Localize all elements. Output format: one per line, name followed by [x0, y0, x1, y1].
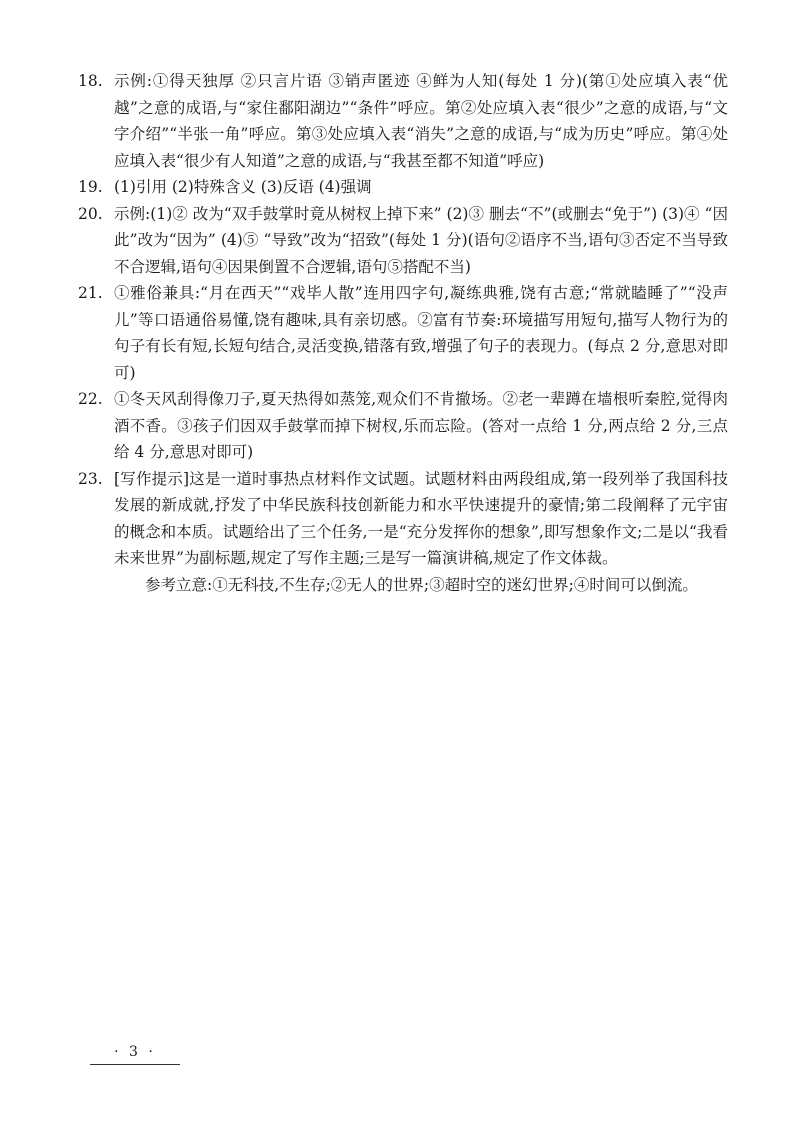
answer-item-20 [78, 201, 728, 281]
answer-item-23 [78, 466, 728, 599]
item-number: 20. [78, 204, 103, 223]
reference-ideas: 参考立意:①无科技,不生存;②无人的世界;③超时空的迷幻世界;④时间可以倒流。 [145, 575, 698, 594]
answer-item-19 [78, 174, 728, 201]
item-text: 示例:(1)② 改为“双手鼓掌时竟从树杈上掉下来” (2)③ 删去“不”(或删去“免于”) (3)④ “因此”改为“因为” (4)⑤ “导致”改为“招致”(每处 1 分)(语句②语序不当,语句③否定不当导致不合逻辑,语句④因果倒置不合逻辑,语句⑤搭配不当) [114, 204, 728, 276]
item-number: 23. [78, 469, 103, 488]
item-text: [写作提示]这是一道时事热点材料作文试题。试题材料由两段组成,第一段列举了我国科技发展的新成就,抒发了中华民族科技创新能力和水平快速提升的豪情;第二段阐释了元宇宙的概念和本质。试题给出了三个任务,一是“充分发挥你的想象”,即写想象作文;二是以“我看未来世界”为副标题,规定了写作主题;三是写一篇演讲稿,规定了作文体裁。 [114, 469, 728, 567]
item-number: 18. [78, 72, 103, 90]
answer-list [78, 68, 728, 598]
item-text: (1)引用 (2)特殊含义 (3)反语 (4)强调 [114, 178, 372, 196]
item-text: ①冬天风刮得像刀子,夏天热得如蒸笼,观众们不肯撤场。②老一辈蹲在墙根听秦腔,觉得肉酒不香。③孩子们因双手鼓掌而掉下树杈,乐而忘险。(答对一点给 1 分,两点给 2 分,三点给 4 分,意思对即可) [114, 390, 728, 461]
item-number: 19. [78, 178, 103, 196]
answer-item-18 [78, 68, 728, 174]
answer-item-22 [78, 386, 728, 466]
item-number: 22. [78, 390, 103, 408]
item-text: ①雅俗兼具:“月在西天”“戏毕人散”连用四字句,凝练典雅,饶有古意;“常就瞌睡了”“没声儿”等口语通俗易懂,饶有趣味,具有亲切感。②富有节奏:环境描写用短句,描写人物行为的句子有长有短,长短句结合,灵活变换,错落有致,增强了句子的表现力。(每点 2 分,意思对即可) [114, 284, 728, 382]
item-number: 21. [78, 284, 103, 302]
answer-item-21 [78, 280, 728, 386]
item-text: 示例:①得天独厚 ②只言片语 ③销声匿迹 ④鲜为人知(每处 1 分)(第①处应填入表“优越”之意的成语,与“家住鄱阳湖边”“条件”呼应。第②处应填入表“很少”之意的成语,与“文字介绍”“半张一角”呼应。第③处应填入表“消失”之意的成语,与“成为历史”呼应。第④处应填入表“很少有人知道”之意的成语,与“我甚至都不知道”呼应) [114, 72, 728, 170]
page-number: · 3 · [90, 1040, 180, 1065]
